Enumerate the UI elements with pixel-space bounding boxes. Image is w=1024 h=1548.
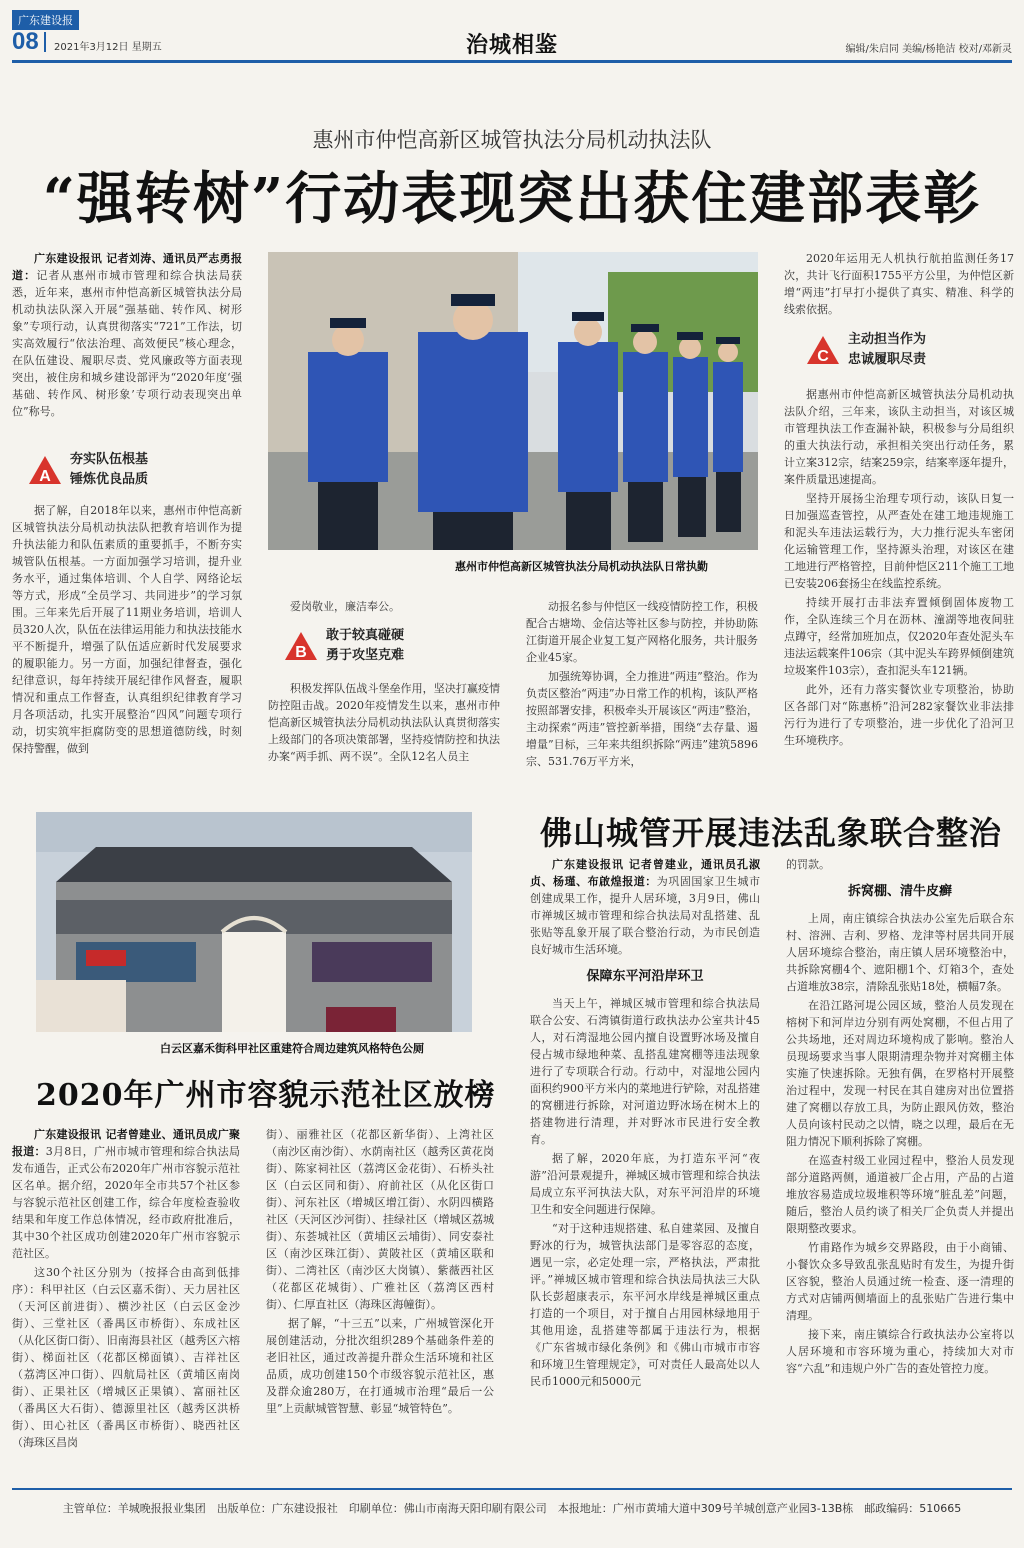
article1-right-top <box>784 250 1014 320</box>
section-c-heading <box>806 330 926 370</box>
footer-rule <box>12 1488 1012 1490</box>
section-c-line1: 主动担当作为 <box>848 332 927 347</box>
badge-a-icon <box>28 455 62 485</box>
footer-credits: 主管单位：羊城晚报报业集团 出版单位：广东建设报社 印刷单位：佛山市南海天阳印刷有限公司 本报地址：广州市黄埔大道中309号羊城创意产业园3-13B栋 邮政编码：510665 <box>62 1502 962 1515</box>
mid-column-text1: 动报名参与仲恺区一线疫情防控工作，积极配合古塘坳、金信达等社区参与防控，并协助陈江街道开展企业复工复产网格化服务，共计服务企业45家。 <box>526 600 758 664</box>
article3-subhead1: 保障东平河沿岸环卫 <box>586 969 704 984</box>
section-c-text2: 坚持开展扬尘治理专项行动，该队日复一日加强巡查管控，从严查处在建工地违规施工和泥头车违法运载行为，大力推行泥头车密闭化运输管理工作，坚持源头治理，对该区在建工地进行严格管控，目前仲恺区211个施工工地已安装206套扬尘在线监控系统。 <box>784 492 1014 590</box>
article2-text1: 3月8日，广州市城市管理和综合执法局发布通告，正式公布2020年广州市容貌示范社区名单。据介绍，2020年全市共57个社区参与容貌示范社区创建工作，综合年度检查验收结果和年度工作总体情况，经市政府批准后，其中30个社区成功创建2020年广州市容貌示范社区。 <box>12 1145 240 1260</box>
article1-subtitle: 惠州市仲恺高新区城管执法分局机动执法队 <box>312 128 712 152</box>
section-a-heading <box>28 450 148 490</box>
article3-text8: 在巡查村级工业园过程中，整治人员发现部分道路两侧，通道被厂企占用，产品的占道堆放容易造成垃圾堆积等环境“脏乱差”问题，随后，整治人员约谈了相关厂企负责人并提出限期整改要求。 <box>786 1154 1014 1235</box>
article3-col2 <box>786 856 1014 1379</box>
section-a-line1: 夯实队伍根基 <box>70 452 149 467</box>
badge-b-letter: B <box>295 644 307 661</box>
article1-intro <box>12 250 242 422</box>
article3-text2: 当天上午，禅城区城市管理和综合执法局联合公安、石湾镇街道行政执法办公室共计45人，对石湾湿地公园内擅自设置野冰场及擅自侵占城市绿地种菜、乱搭乱建窝棚等违法现象进行了专项联合行动。行动中，对湿地公园内面积约900平方米内的菜地进行铲除，对乱搭建的窝棚进行拆除，对河道边野冰场在树木上的搭建物进行清理，并对野冰市民进行安全教育。 <box>530 997 760 1146</box>
section-a-body <box>12 502 242 759</box>
article2-col1 <box>12 1126 240 1453</box>
article2-headline: 2020年广州市容貌示范社区放榜 <box>36 1078 496 1113</box>
badge-b-icon <box>284 631 318 661</box>
right-column-top-text: 2020年运用无人机执行航拍监测任务17次，共计飞行面积1755平方公里，为仲恺区新增“两违”打早打小提供了真实、精准、科学的线索依据。 <box>784 252 1014 316</box>
article1-intro-text: 记者从惠州市城市管理和综合执法局获悉，近年来，惠州市仲恺高新区城管执法分局机动执法队深入开展“强基础、转作风、树形象”专项行动，认真贯彻落实“721”工作法，切实高效履行“依法治理、高效便民”核心理念，在队伍建设、履职尽责、党风廉政等方面表现突出，被住房和城乡建设部评为“2020年度‘强基础、转作风、树形象’专项行动表现突出单位”称号。 <box>12 269 243 418</box>
section-b-text: 积极发挥队伍战斗堡垒作用，坚决打赢疫情防控阻击战。2020年疫情发生以来，惠州市仲恺高新区城管执法分局机动执法队认真贯彻落实上级部门的各项决策部署，坚持疫情防控和执法办案“两手抓、两不误”。全队12名人员主 <box>268 682 500 763</box>
article3-text5: 的罚款。 <box>786 858 830 871</box>
article1-mid-column <box>526 598 758 772</box>
badge-a-letter: A <box>39 468 51 485</box>
section-b-pre-text: 爱岗敬业，廉洁奉公。 <box>290 600 400 613</box>
section-b-body <box>268 680 500 767</box>
section-c-text1: 据惠州市仲恺高新区城管执法分局机动执法队介绍，三年来，该队主动担当，对该区城市管理执法工作查漏补缺，积极参与分局组织的重大执法行动，承担相关突出行动任务，累计立案312宗，结案259宗，结案率逐年提升，案件质量迅速提高。 <box>784 388 1014 486</box>
section-b-line1: 敢于较真碰硬 <box>326 628 405 643</box>
article1-photo-caption: 惠州市仲恺高新区城管执法分局机动执法队日常执勤 <box>455 560 708 573</box>
section-b-pre <box>268 598 500 617</box>
badge-c-icon <box>806 335 840 365</box>
mid-column-text2: 加强统筹协调，全力推进“两违”整治。作为负责区整治“两违”办日常工作的机构，该队严格按照部署安排，积极牵头开展该区“两违”整治，主动探索“两违”管控新举措，围绕“去存量、遏增量”目标，三年来共组织拆除“两违”建筑5896宗、531.76万平方米， <box>526 670 758 768</box>
article3-text1: 为巩固国家卫生城市创建成果工作，提升人居环境，3月9日，佛山市禅城区城市管理和综合执法局对乱搭建、乱张贴等乱象开展了联合整治行动，为市民创造良好城市生活环境。 <box>530 875 761 956</box>
article3-headline: 佛山城管开展违法乱象联合整治 <box>540 814 1003 852</box>
section-b-line2: 勇于攻坚克难 <box>326 648 405 663</box>
article3-text10: 接下来，南庄镇综合行政执法办公室将以人居环境和市容环境为重心，持续加大对市容“六乱”和违规户外广告的查处管控力度。 <box>786 1328 1014 1375</box>
top-rule <box>12 60 1012 63</box>
article2-lead: 广东建设报讯 记者曾建业、通讯员成广聚报道： <box>12 1128 240 1158</box>
badge-c-letter: C <box>817 348 829 365</box>
page-number: 08 <box>12 28 39 55</box>
article3-text3: 据了解，2020年底，为打造东平河“夜游”沿河景观提升，禅城区城市管理和综合执法局成立东平河执法大队，对东平河沿岸的环境卫生和安全问题进行保障。 <box>530 1152 760 1216</box>
article2-text4: 据了解，“十三五”以来，广州城管深化开展创建活动，分批次组织289个基础条件差的老旧社区，通过改善提升群众生活环境和社区品质，成功创建150个市级容貌示范社区，惠及群众逾280万，在打通城市治理“最后一公里”上贡献城管智慧、彰显“城管特色”。 <box>266 1317 494 1415</box>
section-b-heading <box>284 626 404 666</box>
section-title: 治城相鉴 <box>465 33 558 58</box>
issue-date: 2021年3月12日 星期五 <box>54 42 162 53</box>
section-a-text: 据了解，自2018年以来，惠州市仲恺高新区城管执法分局机动执法队把教育培训作为提升执法能力和队伍素质的重要抓手，不断夯实城管队伍根基。一方面加强学习培训，提升业务水平，通过集体培训、个人自学、网络论坛等方式，形成“全员学习、共同进步”的学习氛围。三年来先后开展了11期业务培训，培训人员320人次，队伍在法律运用能力和执法技能水平不断提升，增强了队伍适应新时代发展要求的履职能力。另一方面，加强纪律督查，强化纪律意识，每年持续开展纪律作风督查，履职情况和重点工作督查，认真组织纪律教育学习月各项活动，扎实开展整治“四风”问题专项行动，切实筑牢拒腐防变的思想道德防线，时刻保持警醒，做到 <box>12 504 242 755</box>
section-c-text3: 持续开展打击非法弃置倾倒固体废物工作，全队连续三个月在沥林、潼湖等地夜间驻点蹲守，经常加班加点，仅2020年查处泥头车违法运载案件106宗（其中泥头车跨界倾倒建筑垃圾案件103宗），查扣泥头车121辆。 <box>784 596 1014 677</box>
article1-lead: 广东建设报讯 记者刘涛、通讯员严志勇报道： <box>12 252 242 282</box>
article3-text9: 竹甫路作为城乡交界路段，由于小商铺、小餐饮众多导致乱张乱贴时有发生，为提升街区容貌，整治人员通过统一检查、逐一清理的方式对店铺两侧墙面上的乱张贴广告进行集中清理。 <box>786 1241 1014 1322</box>
article3-text4: “对于这种违规搭建、私自建菜园、及擅自野冰的行为，城管执法部门是零容忍的态度，遇见一宗，必定处理一宗，严格执法，严肃批评。”禅城区城市管理和综合执法局执法三大队队长彭超康表示，东平河水岸线是禅城区重点打造的一个项目，对于擅自占用园林绿地用于其他用途，乱搭建等都属于违法行为，根据《广东省城市绿化条例》和《佛山市城市市容和环境卫生管理规定》，可对责任人最高处以人民币1000元和5000元 <box>530 1222 760 1388</box>
article3-text6: 上周，南庄镇综合执法办公室先后联合东村、溶洲、吉利、罗格、龙津等村居共同开展人居环境综合整治，南庄镇人居环境整治中，共拆除窝棚4个、遮阳棚1个、灯箱3个，查处占道堆放38宗，清除乱张贴18处，横幅7条。 <box>786 912 1014 993</box>
editors-credit: 编辑/朱启同 美编/杨艳洁 校对/邓新灵 <box>845 44 1012 55</box>
article3-lead: 广东建设报讯 记者曾建业，通讯员孔淑贞、杨瑾、布啟煌报道： <box>530 858 760 888</box>
article1-photo <box>268 252 758 550</box>
article3-subhead2: 拆窝棚、清牛皮癣 <box>847 884 952 899</box>
article3-text7: 在沿江路河堤公园区域，整治人员发现在榕树下和河岸边分别有两处窝棚，不但占用了公共场地，还对周边环境构成了影响。整治人员现场要求当事人限期清理杂物并对窝棚主体实施了快速拆除。无独有偶，在罗格村开展整治过程中，发现一村民在其自建房对出位置搭建了窝棚以存放工具，为防止跟风仿效，整治人员向该村民动之以情，晓之以理，最后在无阻力情况下顺利拆除了窝棚。 <box>786 999 1014 1148</box>
article2-text2: 这30个社区分别为（按择合由高到低排序）：科甲社区（白云区嘉禾街）、天力居社区（天河区前进街）、横沙社区（白云区金沙街）、三堂社区（番禺区市桥街）、东成社区（从化区街口街）、旧南海县社区（越秀区六榕街）、梯面社区（花都区梯面镇）、吉祥社区（荔湾区冲口街）、四航局社区（黄埔区南岗街）、正果社区（增城区正果镇）、富丽社区（番禺区大石街）、德源里社区（越秀区洪桥街）、田心社区（番禺区市桥街）、晓西社区（海珠区昌岗 <box>12 1266 240 1449</box>
article2-col2 <box>266 1126 494 1419</box>
article2-photo <box>36 812 472 1032</box>
article2-text3: 街）、丽雅社区（花都区新华街）、上湾社区（南沙区南沙街）、水荫南社区（越秀区黄花岗街）、陈家祠社区（荔湾区金花街）、石桥头社区（白云区同和街）、府前社区（从化区街口街）、河东社区（增城区增江街）、水阴四横路社区（天河区沙河街）、挂绿社区（增城区荔城街）、东荟城社区（黄埔区云埔街）、同安泰社区（南沙区珠江街）、黄陂社区（黄埔区联和街）、二湾社区（南沙区大岗镇）、紫薇西社区（花都区花城街）、广雅社区（荔湾区西村街）、仁厚直社区（海珠区海幢街）。 <box>266 1128 494 1311</box>
article2-photo-caption: 白云区嘉禾街科甲社区重建符合周边建筑风格特色公厕 <box>160 1042 424 1055</box>
section-c-text4: 此外，还有力落实餐饮业专项整治，协助区各部门对“陈惠桥”沿河282家餐饮业非法排污行为进行了专项整治，进一步优化了沿河卫生环境秩序。 <box>784 683 1014 747</box>
newspaper-tag: 广东建设报 <box>12 10 79 30</box>
section-c-line2: 忠诚履职尽责 <box>848 352 927 367</box>
article3-col1 <box>530 856 760 1392</box>
section-c-body <box>784 386 1014 751</box>
section-a-line2: 锤炼优良品质 <box>70 472 149 487</box>
article1-headline: “强转树”行动表现突出获住建部表彰 <box>42 166 982 232</box>
